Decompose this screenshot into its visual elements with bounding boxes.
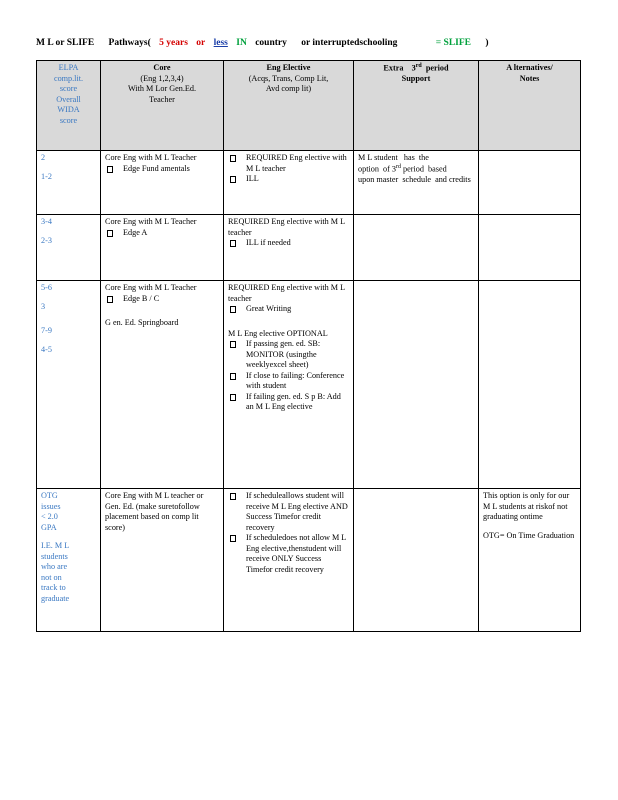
table-row xyxy=(37,489,581,632)
notes-cell: This option is only for our M L students at riskof not graduating ontime OTG= On Time Graduation xyxy=(479,489,581,632)
table-row xyxy=(37,281,581,489)
page-title xyxy=(36,38,489,48)
core-cell: Core Eng with M L Teacher Edge B / C G en. Ed. Springboard xyxy=(101,281,224,489)
title-less: less xyxy=(213,38,228,48)
title-country: country xyxy=(255,38,287,48)
elective-cell xyxy=(224,489,354,632)
header-elective: Eng Elective (Acqs, Trans, Comp Lit, Avd comp lit) xyxy=(224,61,354,151)
level-cell: 5-6 3 7-9 4-5 xyxy=(37,281,101,489)
list-item: ILL if needed xyxy=(228,238,349,249)
title-slife: = SLIFE xyxy=(435,38,472,48)
list-item: REQUIRED Eng elective with M L teacher xyxy=(228,153,349,174)
list-item: Edge A xyxy=(105,228,219,239)
title-part1: M L or SLIFE xyxy=(36,38,95,48)
list-item: If close to failing: Conference with student xyxy=(228,371,349,392)
title-or2: or interruptedschooling xyxy=(301,38,398,48)
header-elpa: ELPA comp.lit. score Overall WIDA score xyxy=(37,61,101,151)
list-item: If failing gen. ed. S p B: Add an M L Eng elective xyxy=(228,392,349,413)
header-extra-title: Extra 3rd period xyxy=(383,63,449,73)
title-in: IN xyxy=(236,38,247,48)
title-close: ) xyxy=(485,38,489,48)
table-row xyxy=(37,151,581,215)
elective-cell: REQUIRED Eng elective with M L teacher Great Writing M L Eng elective OPTIONAL If passing gen. ed. SB: MONITOR (usingthe weeklyexcel sheet) If close to failing: Conference with student If failing gen. ed. S p B: Add an M L Eng elective xyxy=(224,281,354,489)
notes-cell xyxy=(479,281,581,489)
core-cell: Core Eng with M L Teacher Edge Fund amentals xyxy=(101,151,224,215)
title-years: 5 years xyxy=(159,38,188,48)
header-notes: A lternatives/ Notes xyxy=(479,61,581,151)
list-item: Edge Fund amentals xyxy=(105,164,219,175)
level-cell: 3-4 2-3 xyxy=(37,215,101,281)
extra-cell xyxy=(354,489,479,632)
title-or: or xyxy=(196,38,206,48)
pathways-table xyxy=(36,60,581,632)
title-part2: Pathways( xyxy=(108,38,151,48)
elective-cell: REQUIRED Eng elective with M L teacher ILL if needed xyxy=(224,215,354,281)
list-item: Edge B / C xyxy=(105,294,219,305)
list-item: If scheduleallows student will receive M L Eng elective AND Success Timefor credit recovery xyxy=(228,491,349,533)
extra-cell: M L student has the option of 3rd period based upon master schedule and credits xyxy=(354,151,479,215)
core-cell: Core Eng with M L teacher or Gen. Ed. (make suretofollow placement based on comp lit score) xyxy=(101,489,224,632)
list-item: Great Writing xyxy=(228,304,349,315)
table-row xyxy=(37,215,581,281)
list-item: If passing gen. ed. SB: MONITOR (usingthe weeklyexcel sheet) xyxy=(228,339,349,371)
list-item: ILL xyxy=(228,174,349,185)
header-row xyxy=(37,61,581,151)
notes-cell xyxy=(479,151,581,215)
core-cell: Core Eng with M L Teacher Edge A xyxy=(101,215,224,281)
otg-cell: OTG issues < 2.0 GPA I.E. M L students who are not on track to graduate xyxy=(37,489,101,632)
list-item: If scheduledoes not allow M L Eng elective,thenstudent will receive ONLY Success Timefor credit recovery xyxy=(228,533,349,575)
extra-cell xyxy=(354,281,479,489)
elective-cell xyxy=(224,151,354,215)
level-cell: 2 1-2 xyxy=(37,151,101,215)
header-extra: Extra 3rd period Support xyxy=(354,61,479,151)
notes-cell xyxy=(479,215,581,281)
extra-cell xyxy=(354,215,479,281)
header-core: Core (Eng 1,2,3,4) With M Lor Gen.Ed. Teacher xyxy=(101,61,224,151)
